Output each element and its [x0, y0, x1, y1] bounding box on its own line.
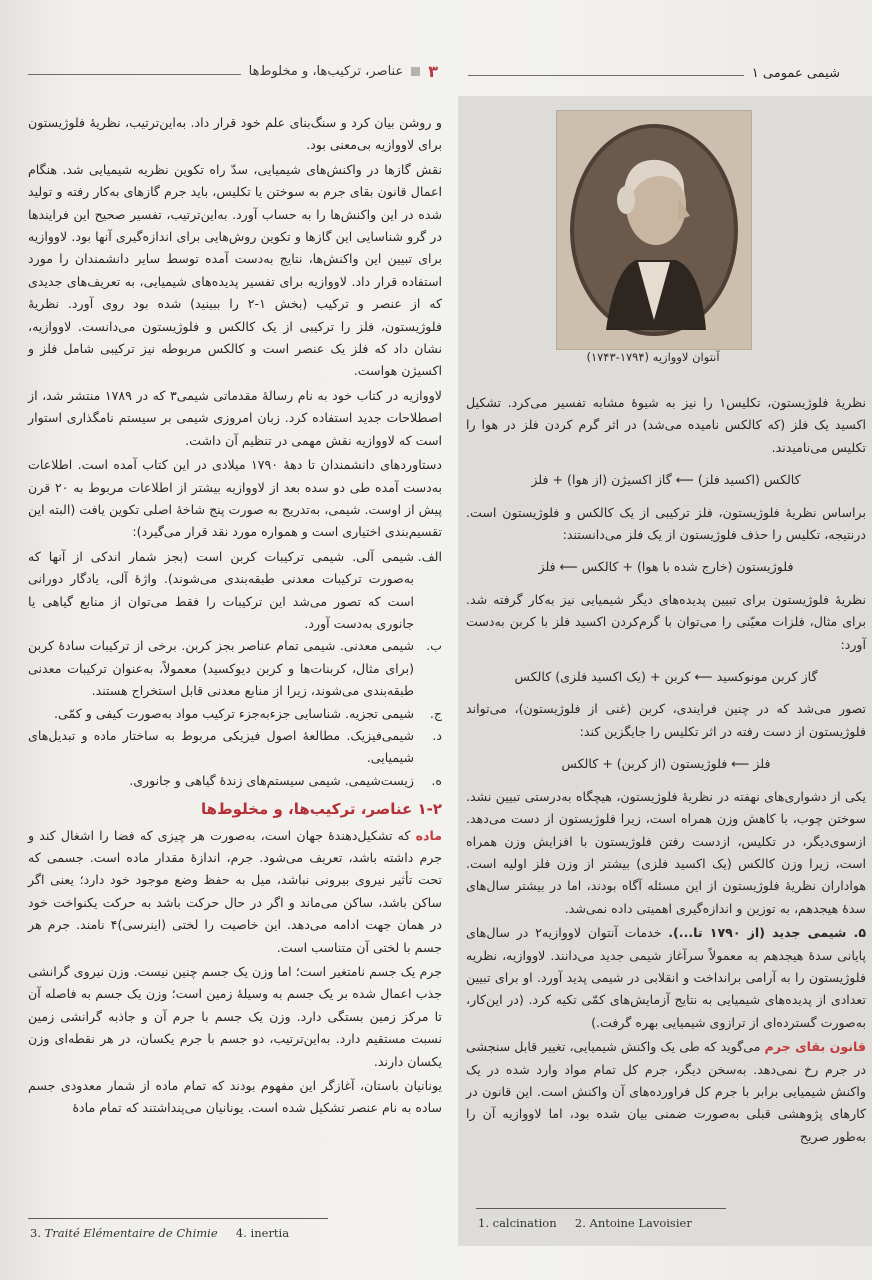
list-item — [28, 725, 442, 770]
footnote-number: 3. — [30, 1226, 41, 1240]
list-text: شیمی آلی. شیمی ترکیبات کربن است (بجز شمار اندکی از آنها که به‌صورت ترکیبات معدنی طبقه‌بندی می‌شوند). واژهٔ آلی، یادگار دورانی است که تصور می‌شد این ترکیبات را فقط می‌توان از منابع گیاهی یا جانوری به‌دست آورد. — [28, 548, 414, 631]
header-rule — [28, 74, 241, 75]
paragraph: نقش گازها در واکنش‌های شیمیایی، سدّ راه تکوین نظریه شیمیایی شد. هنگام اعمال قانون بقای جرم به سوختن یا تکلیس، باید جرم گازهای به‌کار رفته و تولید شده در این واکنش‌ها را به حساب آورد. به‌این‌ترتیب، تفسیر صحیح این فرایندها در گرو شناسایی این گازها و تکوین روش‌هایی برای اندازه‌گیری آنها بود. لاووازیه برای تبیین این واکنش‌ها، نتایج به‌دست آمده توسط سایر دانشمندان را مورد استفاده قرار داد. لاووازیه برای تفسیر پدیده‌های شیمیایی، به تعریف‌های جدیدی که از عنصر و ترکیب (بخش ۱-۲ را ببینید) شده بود روی آورد. نظریهٔ فلوژیستون، فلز را ترکیبی از یک کالکس و فلوژیستون می‌دانست. لاووازیه، نشان داد که فلز یک عنصر است و کالکس مربوطه نیز ترکیبی شامل فلز و اکسیژن هواست. — [28, 161, 442, 379]
list-label: الف. — [417, 548, 442, 564]
list-text: زیست‌شیمی. شیمی سیستم‌های زندهٔ گیاهی و جانوری. — [129, 772, 414, 788]
list-label: ه. — [431, 772, 442, 788]
header-square-icon — [411, 67, 420, 76]
footnote-book-title: Traité Elémentaire de Chimie — [44, 1226, 218, 1240]
left-page-header — [28, 60, 438, 82]
equation: کالکس (اکسید فلز) ⟵ گاز اکسیژن (از هوا) + فلز — [531, 472, 801, 488]
paragraph: و روشن بیان کرد و سنگ‌بنای علم خود قرار داد. به‌این‌ترتیب، نظریهٔ فلوژیستون برای لاووازیه بی‌معنی بود. — [28, 115, 442, 153]
right-header-title: شیمی عمومی ۱ — [751, 65, 840, 81]
paragraph: لاووازیه در کتاب خود به نام رسالهٔ مقدماتی شیمی۳ که در ۱۷۸۹ منتشر شد، از اصطلاحات جدید استفاده کرد. زبان امروزی شیمی بر سیستم نامگذاری استوار است که لاووازیه نقش مهمی در تنظیم آن داشت. — [28, 387, 442, 448]
paragraph: جرم یک جسم نامتغیر است؛ اما وزن یک جسم چنین نیست. وزن نیروی گرانشی جذب اعمال شده بر یک جسم به وسیلهٔ زمین است؛ وزن یک جسم به فاصله آن تا مرکز زمین بستگی دارد. وزن یک جسم با جرم آن و جاذبه گرانشی زمین نسبت مستقیم دارد. به‌این‌ترتیب، دو جسم با جرم یکسان، در هر نقطه‌ای وزن یکسان دارند. — [28, 964, 442, 1069]
footnote-lavoisier: 2. Antoine Lavoisier — [574, 1216, 692, 1230]
paragraph: براساس نظریهٔ فلوژیستون، فلز ترکیبی از یک کالکس و فلوژیستون است. درنتیجه، تکلیس را حذف فلوژیستون از یک فلز می‌دانستند: — [466, 504, 866, 543]
footnote-rule — [476, 1208, 726, 1209]
paragraph — [28, 825, 442, 959]
footnote-left — [30, 1226, 289, 1240]
paragraph: نظریهٔ فلوژیستون برای تبیین پدیده‌های دیگر شیمیایی نیز به‌کار گرفته شد. برای مثال، فلزات معیّنی را می‌توان با گرم‌کردن اکسید فلز با کربن به‌دست آورد: — [466, 591, 866, 652]
list-text: شیمی معدنی. شیمی تمام عناصر بجز کربن. برخی از ترکیبات سادهٔ کربن (برای مثال، کربنات‌ها و کربن دیوکسید) معمولاً، به‌عنوان ترکیبات معدنی طبقه‌بندی می‌شوند، زیرا از منابع معدنی قابل استخراج هستند. — [28, 638, 414, 699]
list-item — [28, 546, 442, 636]
paragraph — [466, 922, 866, 1034]
left-header-title: عناصر، ترکیب‌ها، و مخلوط‌ها — [248, 63, 404, 79]
section-title: ۱-۲ عناصر، ترکیب‌ها، و مخلوط‌ها — [201, 800, 442, 819]
header-rule — [468, 75, 744, 76]
paragraph: یونانیان باستان، آغازگر این مفهوم بودند که تمام ماده از شمار معدودی جسم ساده به نام عنصر تشکیل شده است. یونانیان می‌پنداشتند که تمام مادهٔ — [28, 1078, 442, 1116]
equation: فلز ⟵ فلوژیستون (از کربن) + کالکس — [561, 756, 771, 772]
list-label: ب. — [426, 638, 442, 654]
list-label: ج. — [429, 705, 442, 721]
paragraph: یکی از دشواری‌های نهفته در نظریهٔ فلوژیستون، هیچگاه به‌درستی تبیین نشد. سوختن چوب، با کاهش وزن همراه است، زیرا فلوژیستون از دست می‌دهد. ازسوی‌دیگر، در تکلیس، ازدست رفتن فلوژیستون با افزایش وزن همراه است، زیرا وزن کالکس (یک اکسید فلزی) بیشتر از وزن فلز اولیه است. هواداران نظریهٔ فلوژیستون از این مسئله آگاه بودند، اما در بیشتر سال‌های سدهٔ هیجدهم، به توزین و اندازه‌گیری اهمیتی داده نمی‌شد. — [466, 788, 866, 916]
paragraph — [466, 1036, 866, 1148]
paragraph-text: خدمات آنتوان لاووازیه۲ در سال‌های پایانی سدهٔ هیجدهم به‌ معمولاً سرآغاز شیمی جدید می‌دانند. لاووازیه، نظریه فلوژیستون را به آرامی برانداخت و انقلابی در شیمی پدید آورد. او برای تبیین تعدادی از پدیده‌های شیمیایی به نتایج آزمایش‌های کمّی تکیه کرد. (در این‌کار، به‌صورت گسترده‌ای از ترازوی شیمیایی بهره گرفت.) — [466, 925, 866, 1030]
paragraph: نظریهٔ فلوژیستون، تکلیس۱ را نیز به شیوهٔ مشابه تفسیر می‌کرد. تشکیل اکسید یک فلز (که کالکس نامیده می‌شد) در اثر گرم کردن فلز در هوا را تکلیس می‌نامیدند. — [466, 395, 867, 455]
paragraph: دستاوردهای دانشمندان تا دههٔ ۱۷۹۰ میلادی در این کتاب آمده است. اطلاعات به‌دست آمده طی دو سده بعد از لاووازیه بیشتر از اطلاعات مربوط به ۲۰ قرن پیش از اوست. شیمی، به‌تدریج به صورت پنج شاخهٔ اصلی تکوین یافت (البته این تقسیم‌بندی اختیاری است و همواره مورد نقد قرار می‌گیرد): — [28, 457, 442, 540]
term-highlight: قانون بقای جرم — [764, 1039, 866, 1055]
list-text: شیمی تجزیه. شناسایی جزءبه‌جزء ترکیب مواد به‌صورت کیفی و کمّی. — [53, 705, 414, 721]
list-item — [28, 635, 442, 702]
footnote-right — [478, 1216, 692, 1230]
left-column — [28, 112, 442, 1122]
right-column — [466, 392, 866, 1150]
equation: فلوژیستون (خارج شده با هوا) + کالکس ⟵ فلز — [538, 559, 794, 575]
paragraph: تصور می‌شد که در چنین فرایندی، کربن (غنی از فلوژیستون)، می‌تواند فلوژیستون از دست رفته در اثر تکلیس را جایگزین کند: — [466, 701, 866, 739]
lavoisier-portrait — [556, 110, 752, 350]
portrait-image — [566, 120, 742, 340]
portrait-caption: آنتوان لاووازیه (۱۷۹۴-۱۷۴۳) — [586, 350, 720, 364]
footnote-calcination: 1. calcination — [478, 1216, 557, 1230]
subsection-title: ۵. شیمی جدید (از ۱۷۹۰ تا...). — [668, 925, 866, 941]
list-item — [28, 770, 442, 792]
paragraph-text: که تشکیل‌دهندهٔ جهان است، به‌صورت هر چیزی که فضا را اشغال کند و جرم داشته باشد، تعریف می‌شود. جرم، اندازهٔ مقدار ماده است. جسمی که تحت تأثیر نیروی بیرونی نباشد، میل به حفظ وضع موجود خود دارد؛ یعنی اگر ساکن باشد، ساکن می‌ماند و اگر در حال حرکت باشد به حرکت یکنواخت خود در همان جهت ادامه می‌دهد. این خاصیت را لختی (اینرسی)۴ نامند. جرم هر جسم با لختی آن متناسب است. — [28, 827, 442, 955]
list-text: شیمی‌فیزیک. مطالعهٔ اصول فیزیکی مربوط به ساختار ماده و تبدیل‌های شیمیایی. — [28, 727, 414, 766]
page-number: ۳ — [428, 61, 438, 81]
list-item — [28, 703, 442, 725]
list-label: د. — [432, 727, 442, 743]
right-page-header — [468, 62, 840, 84]
paragraph-text: می‌گوید که طی یک واکنش شیمیایی، تغییر قابل سنجشی در جرم رخ نمی‌دهد. به‌سخن دیگر، جرم کل تمام مواد وارد شده در یک واکنش شیمیایی برابر با جرم کل فراورده‌های آن واکنش است. این قانون در کارهای پژوهشی قبلی به‌صورت ضمنی بیان شده بود، اما لاووازیه آن را به‌طور صریح — [466, 1039, 866, 1144]
footnote-rule — [28, 1218, 328, 1219]
footnote-inertia: 4. inertia — [235, 1226, 290, 1240]
equation: گاز کربن مونوکسید ⟵ کربن + (یک اکسید فلزی) کالکس — [514, 669, 818, 685]
term-highlight: ماده — [415, 827, 442, 843]
